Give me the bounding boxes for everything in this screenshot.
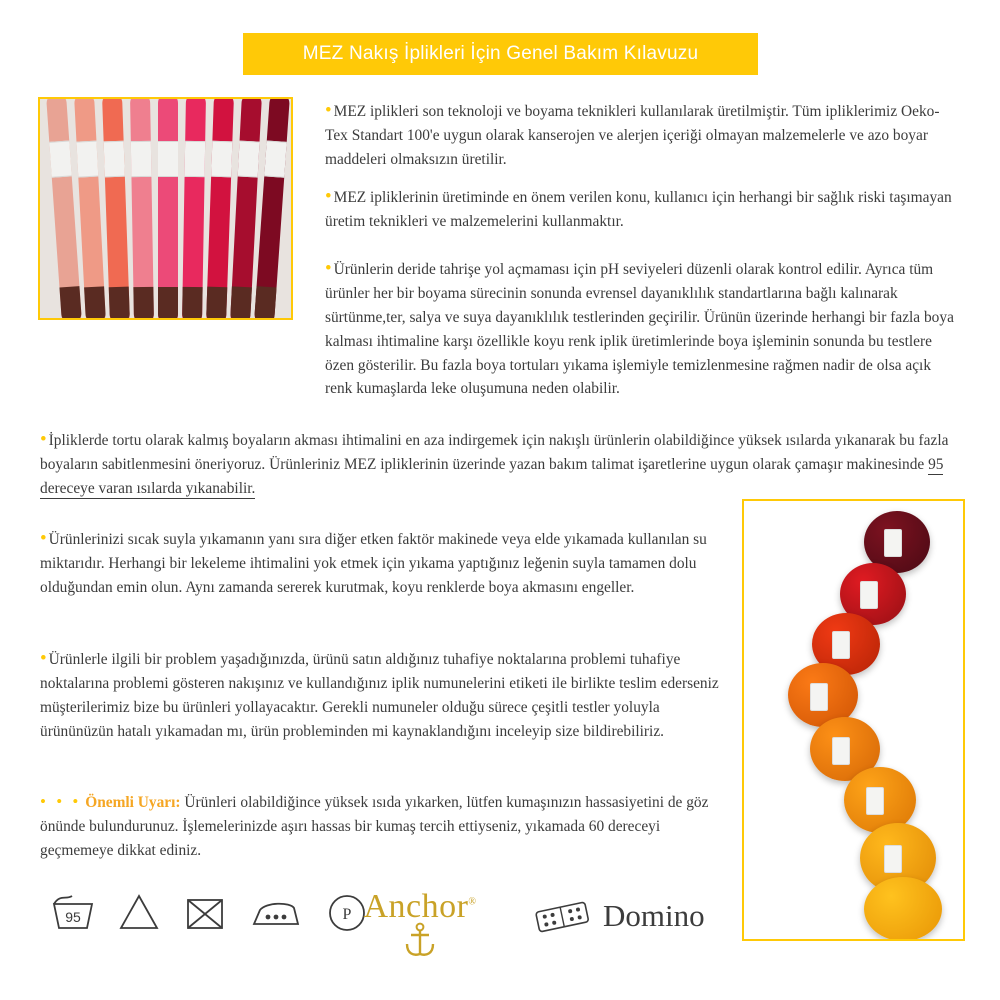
paragraph-5-text: Ürünlerinizi sıcak suyla yıkamanın yanı sıra diğer etken faktör makinede veya elde yıkamada kullanılan su miktarıdır. Herhangi bir lekeleme ihtimalini yok etmek için yıkama yaptığınız leğenin suyla tamamen dolu olduğundan emin olun. Aynı zamanda sererek kurutmak, koyu renklerde boya akmasını engeller. (40, 531, 707, 596)
thread-balls-photo (742, 499, 965, 941)
paragraph-1-text: MEZ iplikleri son teknoloji ve boyama teknikleri kullanılarak üretilmiştir. Tüm ipliklerimiz Oeko-Tex Standart 100'e uygun olarak kanserojen ve alerjen içeriği olmayan malzemelerle ve azo boyar maddeleri olmaksızın üretilir. (325, 103, 940, 168)
paragraph-4-underlined-text: 95 dereceye varan ısılarda yıkanabilir. (40, 455, 944, 497)
header-banner (243, 33, 758, 75)
paragraph-3 (325, 258, 955, 401)
paragraph-4-text: İpliklerde tortu olarak kalmış boyaların akması ihtimalini en aza indirgemek için nakışlı ürünlerin olabildiğince yüksek ısılarda yıkanarak bu fazla boyaların sabitlenmesini öneriyoruz. Ürünleriniz MEZ ipliklerinin üzerinde yazan bakım talimat işaretlerine uygun olarak çamaşır makinesinde (40, 432, 949, 473)
bullet-icon: • (40, 429, 47, 450)
important-warning (40, 789, 730, 863)
page-title: MEZ Nakış İplikleri İçin Genel Bakım Kılavuzu (302, 43, 699, 64)
registered-trademark-icon: ® (468, 896, 477, 908)
domino-tile-icon (533, 899, 591, 933)
no-tumble-dry-icon (182, 890, 228, 934)
paragraph-6 (40, 648, 730, 744)
paragraph-3-text: Ürünlerin deride tahrişe yol açmaması için pH seviyeleri düzenli olarak kontrol edilir. Ayrıca tüm ürünler her bir boyama sürecinin sonunda evrensel dayanıklılık standartlarına bağlı kalınarak sürtünme,ter, salya ve suya dayanıklılık testlerinden geçirilir. Ürünün üzerinde herhangi bir fazla boya kalması ihtimaline karşı özellikle koyu renk iplik üretimlerinde boya işleminin sonunda bu testlere özen gösterilir. Bu fazla boya tortuları yıkama işlemiyle temizlenmesine rağmen nadir de olsa açık renk kumaşlarda leke oluşumuna neden olabilir. (325, 261, 954, 398)
bullet-icon: • (325, 258, 332, 279)
paragraph-5 (40, 528, 730, 600)
bullet-icon: • (40, 528, 47, 549)
bullet-icon: • (325, 100, 332, 121)
wash-temp-value: 95 (65, 909, 81, 925)
bleach-triangle-icon (116, 890, 162, 934)
paragraph-4 (40, 429, 960, 501)
bullet-icon: • (40, 648, 47, 669)
warning-label: Önemli Uyarı: (85, 794, 181, 811)
embroidery-floss-skeins-photo (38, 97, 293, 320)
paragraph-6-text: Ürünlerle ilgili bir problem yaşadığınızda, ürünü satın aldığınız tuhafiye noktalarına problemi tuhafiye noktalarına problemi gösteren nakışınız ve kullandığınız iplik numunelerini etiketi ile birlikte teslim ederseniz müşterilerimiz bize bu ürünleri yollayacaktır. Gerekli numuneler olduğu sürece çeşitli testler yoluyla ürününüzün hatalı yıkamadan mı, ürün probleminden mi kaynaklandığını inceleyip size bildirebiliriz. (40, 651, 719, 740)
anchor-brand-name: Anchor (363, 888, 469, 925)
warning-text: Ürünleri olabildiğince yüksek ısıda yıkarken, lütfen kumaşınızın hassasiyetini de göz önünde bulundurunuz. İşlemelerinizde aşırı hassas bir kumaş tercih ettiyseniz, yıkamada 60 dereceyi geçmemeye dikkat ediniz. (40, 794, 709, 860)
paragraph-1 (325, 100, 955, 172)
iron-three-dots-icon (248, 890, 304, 934)
dry-clean-letter: P (342, 906, 352, 923)
bullet-icon: • (325, 186, 332, 207)
anchor-logo (342, 888, 495, 958)
warning-dots-icon: • • • (40, 792, 82, 811)
wash-tub-95-icon (50, 890, 96, 934)
domino-brand-name: Domino (603, 898, 705, 933)
paragraph-2 (325, 186, 955, 234)
paragraph-2-text: MEZ ipliklerinin üretiminde en önem verilen konu, kullanıcı için herhangi bir sağlık riski taşımayan üretim teknikleri ve malzemelerini kullanmaktır. (325, 189, 952, 230)
domino-logo (533, 898, 705, 934)
anchor-icon (400, 922, 440, 958)
care-symbols-row (50, 890, 370, 934)
